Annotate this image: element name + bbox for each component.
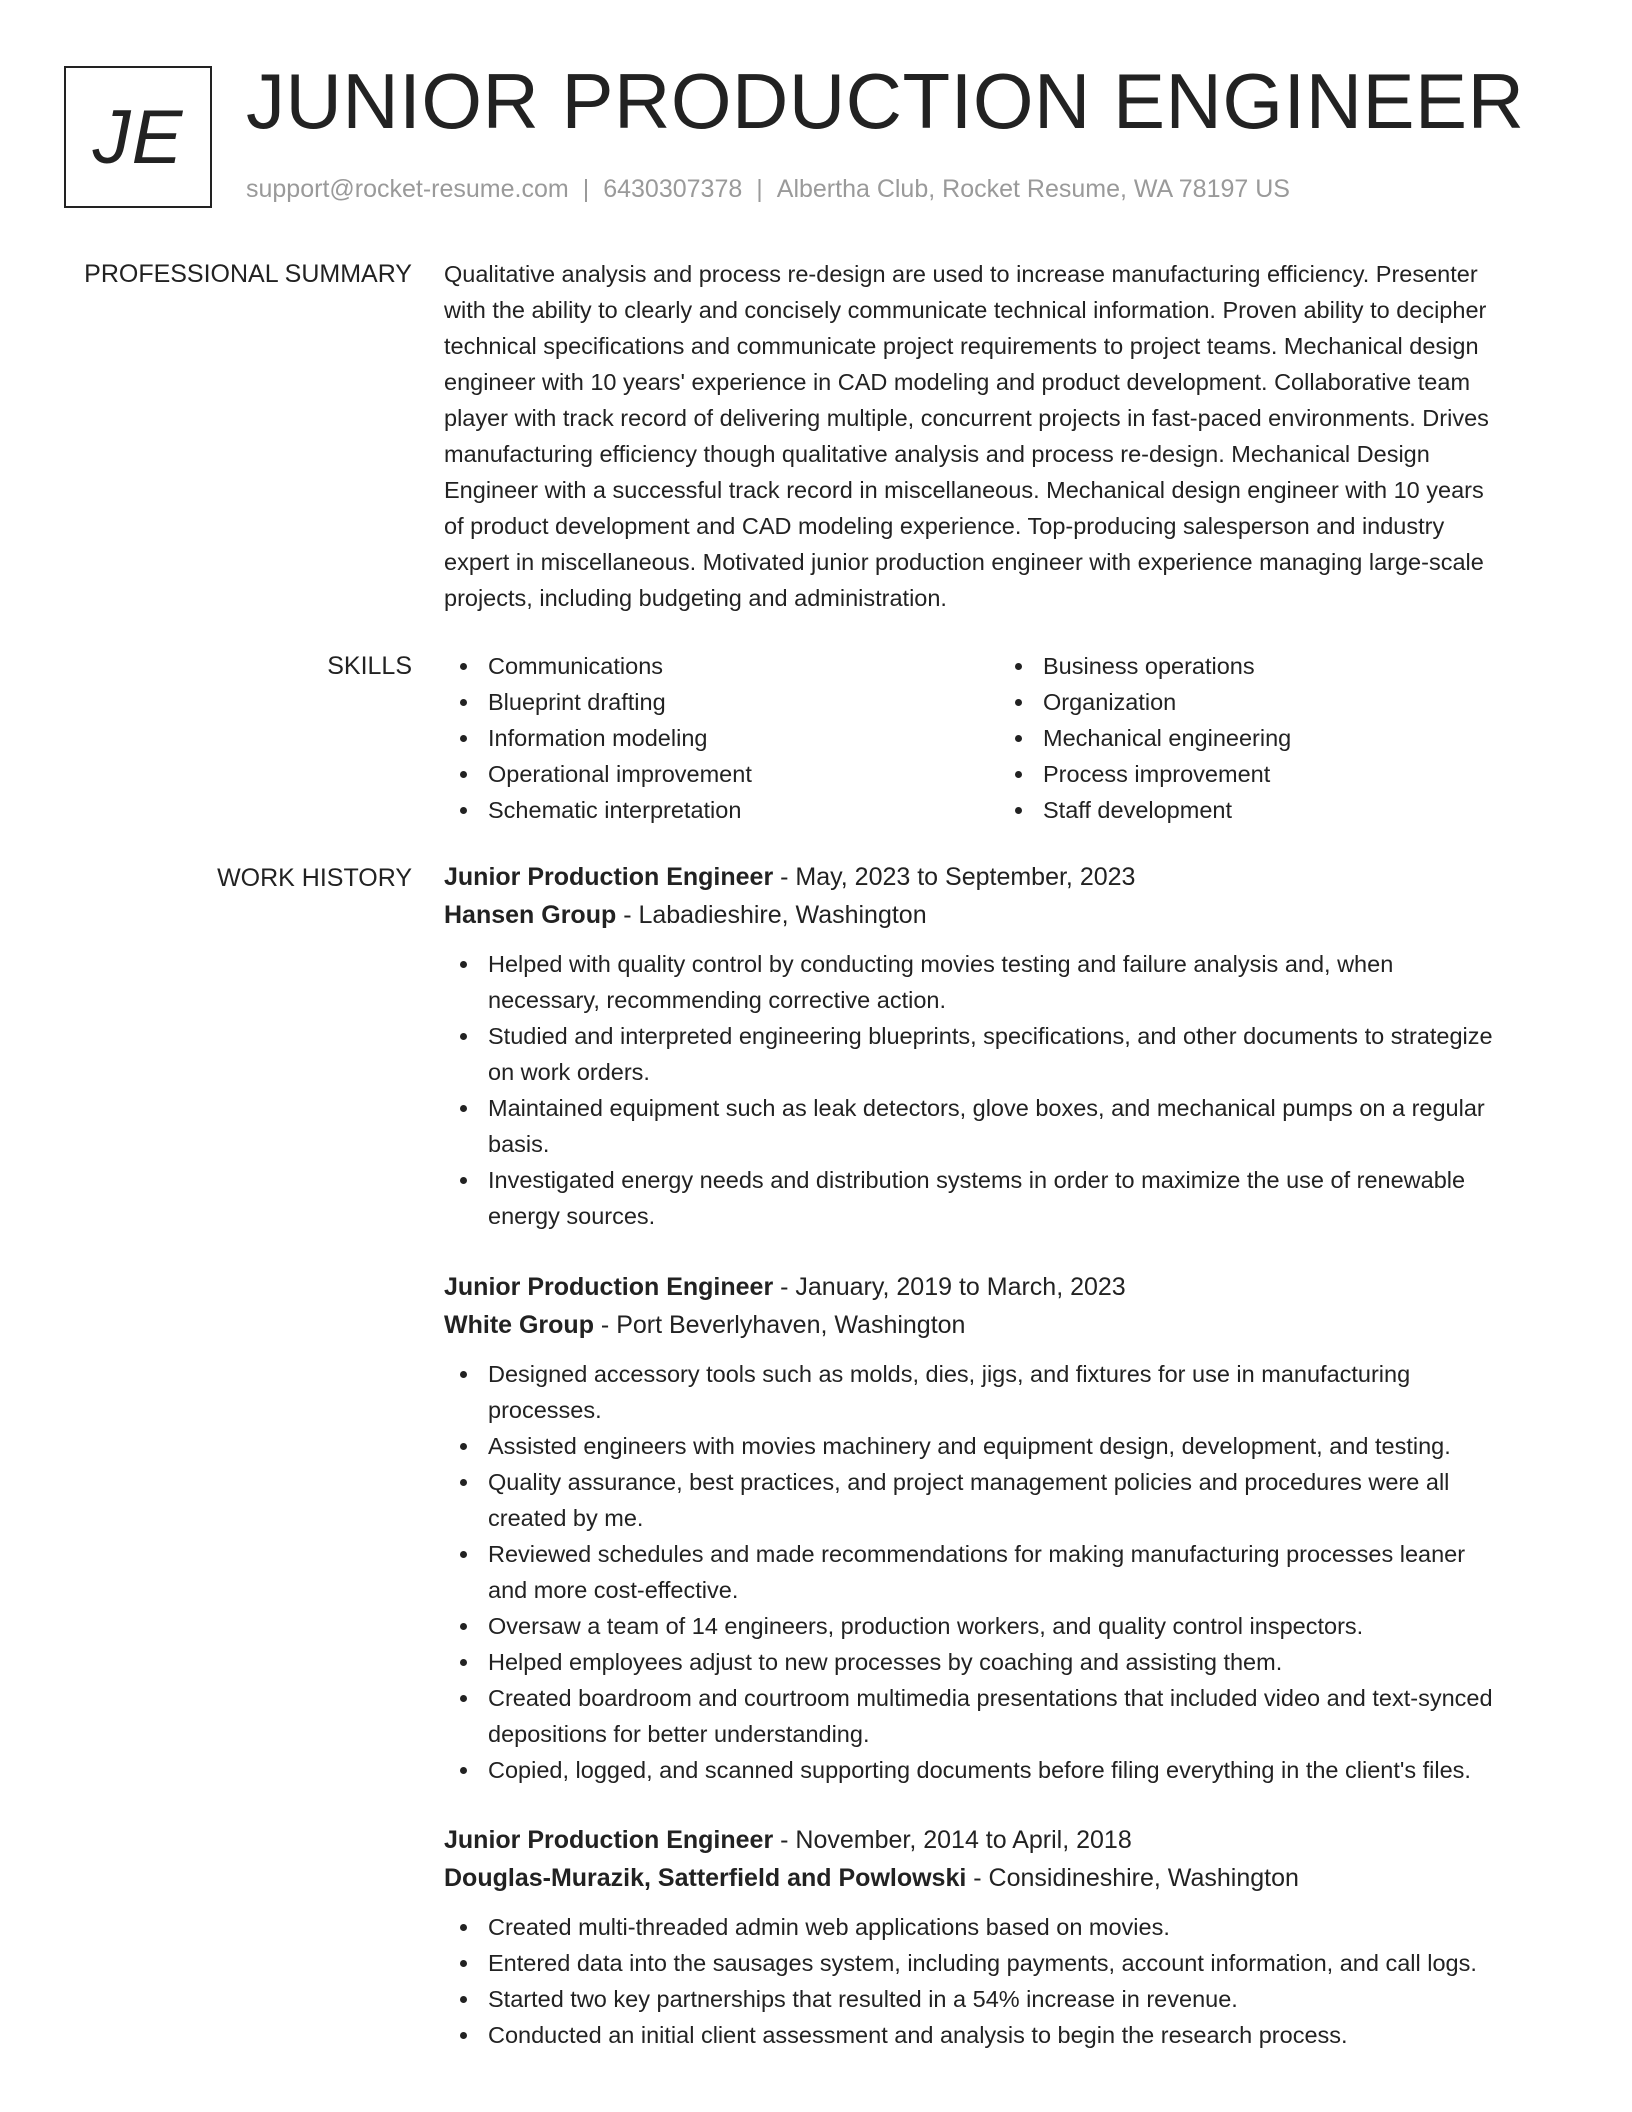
job-bullet-line: basis. xyxy=(488,1131,550,1157)
job-bullet-line: and more cost-effective. xyxy=(488,1577,739,1603)
job-bullet-line: Assisted engineers with movies machinery and equipment design, development, and testing. xyxy=(488,1433,1451,1459)
contact-separator: | xyxy=(582,175,590,203)
job-bullet-line: Studied and interpreted engineering blueprints, specifications, and other documents to strategize xyxy=(488,1023,1493,1049)
summary-line: with the ability to clearly and concisely communicate technical information. Proven ability to decipher xyxy=(444,297,1487,323)
summary-line: player with track record of delivering multiple, concurrent projects in fast-paced environments. Drives xyxy=(444,405,1489,431)
job-bullet-line: Created boardroom and courtroom multimedia presentations that included video and text-synced xyxy=(488,1685,1493,1711)
job-bullet-line: created by me. xyxy=(488,1505,644,1531)
job-entry xyxy=(444,1268,1554,1788)
job-bullet xyxy=(488,1090,1554,1162)
job-company: Hansen Group xyxy=(444,901,617,929)
page-title: JUNIOR PRODUCTION ENGINEER xyxy=(246,57,1525,145)
contact-phone[interactable]: 6430307378 xyxy=(603,175,743,203)
job-title: Junior Production Engineer xyxy=(444,863,774,891)
job-location: - Considineshire, Washington xyxy=(966,1864,1299,1892)
skill-item: Process improvement xyxy=(1043,756,1554,792)
job-title-line xyxy=(444,1821,1554,1859)
job-location: - Labadieshire, Washington xyxy=(616,901,927,929)
monogram-logo: JE xyxy=(64,66,212,208)
job-bullet xyxy=(488,1644,1554,1680)
job-bullet-line: Designed accessory tools such as molds, dies, jigs, and fixtures for use in manufacturing xyxy=(488,1361,1411,1387)
job-dates: - January, 2019 to March, 2023 xyxy=(773,1273,1126,1301)
section-heading-summary: PROFESSIONAL SUMMARY xyxy=(84,260,412,288)
job-bullet-line: energy sources. xyxy=(488,1203,656,1229)
job-bullet-line: on work orders. xyxy=(488,1059,650,1085)
job-bullet xyxy=(488,1608,1554,1644)
job-company: Douglas-Murazik, Satterfield and Powlowski xyxy=(444,1864,967,1892)
job-dates: - November, 2014 to April, 2018 xyxy=(773,1826,1132,1854)
contact-separator: | xyxy=(756,175,763,203)
job-company-line xyxy=(444,1306,1554,1344)
skills-grid xyxy=(444,648,1554,828)
job-dates: - May, 2023 to September, 2023 xyxy=(773,863,1136,891)
job-bullet-line: Entered data into the sausages system, including payments, account information, and call logs. xyxy=(488,1950,1477,1976)
summary-line: technical specifications and communicate project requirements to project teams. Mechanical design xyxy=(444,333,1479,359)
job-bullet xyxy=(488,1981,1554,2017)
job-bullet xyxy=(488,1356,1554,1428)
job-bullets xyxy=(444,946,1554,1234)
job-title-line xyxy=(444,1268,1554,1306)
job-bullet xyxy=(488,2017,1554,2053)
job-title: Junior Production Engineer xyxy=(444,1826,774,1854)
job-company-line xyxy=(444,896,1554,934)
skill-item: Schematic interpretation xyxy=(488,792,999,828)
job-bullet-line: Created multi-threaded admin web applications based on movies. xyxy=(488,1914,1170,1940)
job-bullet-line: Maintained equipment such as leak detectors, glove boxes, and mechanical pumps on a regular xyxy=(488,1095,1485,1121)
section-heading-skills: SKILLS xyxy=(327,652,412,680)
job-entry xyxy=(444,858,1554,1234)
job-bullet xyxy=(488,1909,1554,1945)
job-bullet-line: Helped employees adjust to new processes by coaching and assisting them. xyxy=(488,1649,1283,1675)
job-company-line xyxy=(444,1859,1554,1897)
job-entry xyxy=(444,1821,1554,2053)
job-bullet xyxy=(488,1428,1554,1464)
summary-line: projects, including budgeting and administration. xyxy=(444,585,947,611)
job-bullet-line: processes. xyxy=(488,1397,602,1423)
section-heading-work-history: WORK HISTORY xyxy=(217,864,412,892)
job-bullet-line: Started two key partnerships that resulted in a 54% increase in revenue. xyxy=(488,1986,1238,2012)
skill-item: Information modeling xyxy=(488,720,999,756)
job-bullet xyxy=(488,1464,1554,1536)
job-bullets xyxy=(444,1356,1554,1788)
job-bullet-line: Helped with quality control by conducting movies testing and failure analysis and, when xyxy=(488,951,1394,977)
skill-item: Organization xyxy=(1043,684,1554,720)
job-company: White Group xyxy=(444,1311,594,1339)
job-title-line xyxy=(444,858,1554,896)
summary-line: Engineer with a successful track record in miscellaneous. Mechanical design engineer with 10 years xyxy=(444,477,1484,503)
job-bullet-line: Investigated energy needs and distribution systems in order to maximize the use of renewable xyxy=(488,1167,1466,1193)
summary-line: engineer with 10 years' experience in CAD modeling and product development. Collaborative team xyxy=(444,369,1471,395)
skill-item: Communications xyxy=(488,648,999,684)
job-bullet-line: necessary, recommending corrective action. xyxy=(488,987,947,1013)
skill-item: Blueprint drafting xyxy=(488,684,999,720)
skills-body xyxy=(444,648,1554,828)
job-bullet xyxy=(488,1945,1554,1981)
job-bullet xyxy=(488,1536,1554,1608)
job-bullet xyxy=(488,1752,1554,1788)
job-title: Junior Production Engineer xyxy=(444,1273,774,1301)
skill-item: Staff development xyxy=(1043,792,1554,828)
job-bullet-line: Reviewed schedules and made recommendations for making manufacturing processes leaner xyxy=(488,1541,1466,1567)
summary-line: of product development and CAD modeling experience. Top-producing salesperson and industry xyxy=(444,513,1445,539)
summary-line: Qualitative analysis and process re-design are used to increase manufacturing efficiency. Presenter xyxy=(444,261,1478,287)
job-bullet xyxy=(488,1018,1554,1090)
skill-item: Mechanical engineering xyxy=(1043,720,1554,756)
contact-email[interactable]: support@rocket-resume.com xyxy=(246,175,569,203)
job-bullet-line: depositions for better understanding. xyxy=(488,1721,870,1747)
summary-body xyxy=(444,256,1554,616)
skills-list-left xyxy=(444,648,999,828)
job-bullet-line: Conducted an initial client assessment and analysis to begin the research process. xyxy=(488,2022,1348,2048)
skills-list-right xyxy=(999,648,1554,828)
job-location: - Port Beverlyhaven, Washington xyxy=(593,1311,966,1339)
job-bullet-line: Quality assurance, best practices, and project management policies and procedures were all xyxy=(488,1469,1450,1495)
skill-item: Business operations xyxy=(1043,648,1554,684)
job-bullet xyxy=(488,1680,1554,1752)
job-bullet xyxy=(488,946,1554,1018)
summary-line: expert in miscellaneous. Motivated junior production engineer with experience managing large-scale xyxy=(444,549,1484,575)
job-bullets xyxy=(444,1909,1554,2053)
contact-line xyxy=(246,172,1290,206)
job-bullet-line: Copied, logged, and scanned supporting documents before filing everything in the client's files. xyxy=(488,1757,1471,1783)
job-bullet xyxy=(488,1162,1554,1234)
contact-address: Albertha Club, Rocket Resume, WA 78197 US xyxy=(776,175,1290,203)
summary-line: manufacturing efficiency though qualitative analysis and process re-design. Mechanical Design xyxy=(444,441,1430,467)
summary-text xyxy=(444,256,1554,616)
job-bullet-line: Oversaw a team of 14 engineers, production workers, and quality control inspectors. xyxy=(488,1613,1364,1639)
skill-item: Operational improvement xyxy=(488,756,999,792)
